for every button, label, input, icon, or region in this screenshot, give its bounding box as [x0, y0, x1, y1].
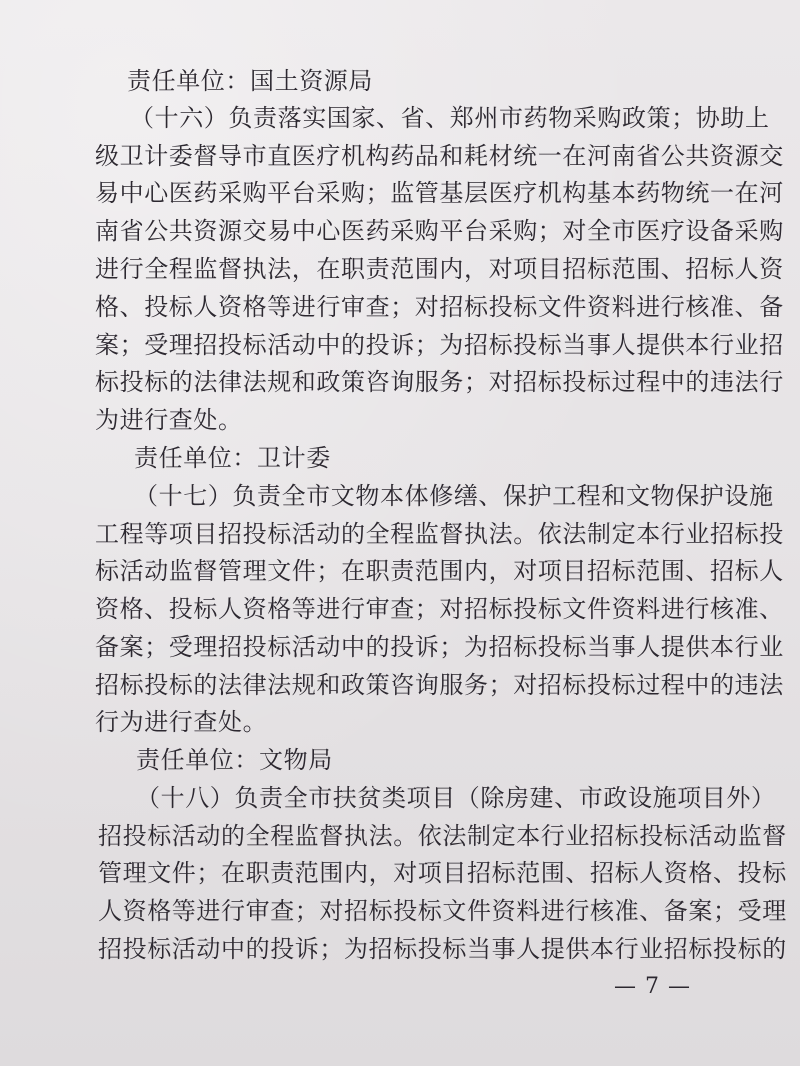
paragraph-line: 标活动监督管理文件；在职责范围内，对项目招标范围、招标人 — [95, 557, 784, 585]
paragraph-line: （十八）负责全市扶贫类项目（除房建、市政设施项目外） — [136, 784, 776, 812]
paragraph-line: 易中心医药采购平台采购；监管基层医疗机构基本药物统一在河 — [95, 179, 784, 207]
paragraph-line: 案；受理招投标活动中的投诉；为招标投标当事人提供本行业招 — [95, 331, 784, 359]
paragraph-line: 格、投标人资格等进行审查；对招标投标文件资料进行核准、备 — [95, 293, 784, 321]
paragraph-line: 为进行查处。 — [95, 406, 243, 434]
paragraph-line: 人资格等进行审查；对招标投标文件资料进行核准、备案；受理 — [98, 897, 787, 925]
page-number: — 7 — — [614, 974, 691, 999]
paragraph-line: 备案；受理招投标活动中的投诉；为招标投标当事人提供本行业 — [95, 633, 784, 661]
responsible-unit-line: 责任单位：文物局 — [136, 746, 333, 774]
paragraph-line: （十六）负责落实国家、省、郑州市药物采购政策；协助上 — [130, 104, 770, 132]
responsible-unit-line: 责任单位：卫计委 — [134, 444, 331, 472]
paragraph-line: 工程等项目招投标活动的全程监督执法。依法制定本行业招标投 — [95, 520, 784, 548]
paragraph-line: 招标投标的法律法规和政策咨询服务；对招标投标过程中的违法 — [95, 671, 784, 699]
paragraph-line: （十七）负责全市文物本体修缮、保护工程和文物保护设施 — [134, 482, 774, 510]
paragraph-line: 招投标活动中的投诉；为招标投标当事人提供本行业招标投标的 — [98, 935, 787, 963]
paragraph-line: 进行全程监督执法，在职责范围内，对项目招标范围、招标人资 — [95, 255, 784, 283]
paragraph-line: 招投标活动的全程监督执法。依法制定本行业招标投标活动监督 — [98, 822, 787, 850]
responsible-unit-line: 责任单位：国土资源局 — [127, 67, 373, 95]
paragraph-line: 行为进行查处。 — [95, 708, 268, 736]
paragraph-line: 管理文件；在职责范围内，对项目招标范围、招标人资格、投标 — [98, 859, 787, 887]
paragraph-line: 南省公共资源交易中心医药采购平台采购；对全市医疗设备采购 — [95, 217, 784, 245]
paragraph-line: 资格、投标人资格等进行审查；对招标投标文件资料进行核准、 — [95, 595, 784, 623]
paragraph-line: 标投标的法律法规和政策咨询服务；对招标投标过程中的违法行 — [95, 368, 784, 396]
paragraph-line: 级卫计委督导市直医疗机构药品和耗材统一在河南省公共资源交 — [95, 142, 784, 170]
